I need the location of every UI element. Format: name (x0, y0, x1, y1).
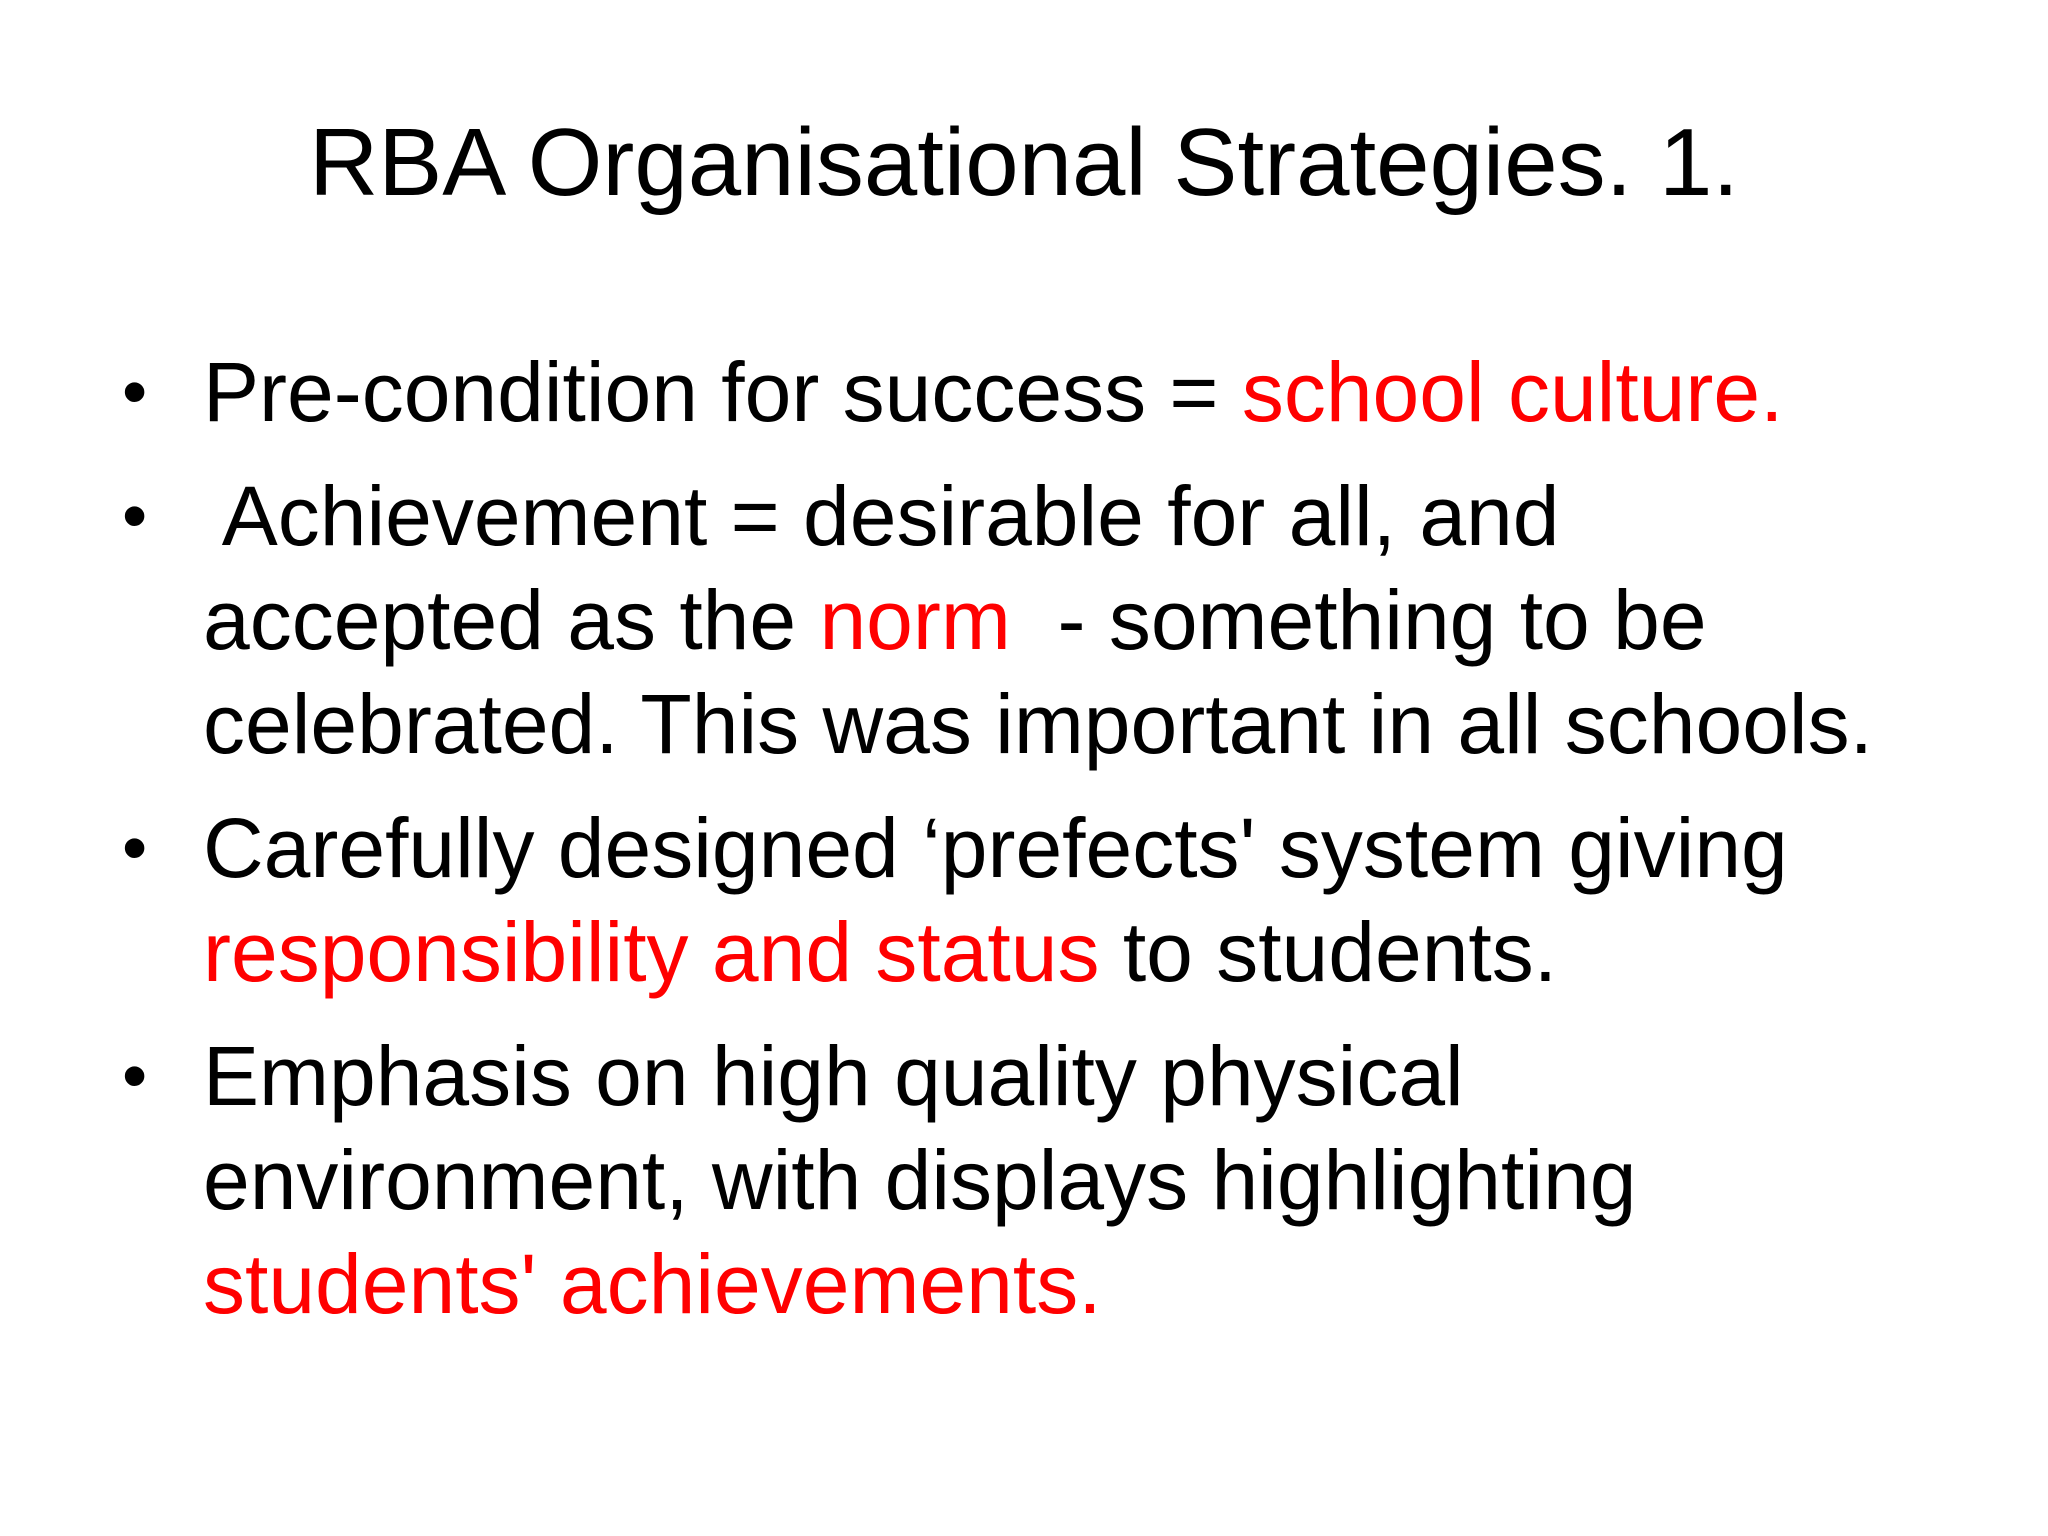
bullet-line (203, 340, 2008, 444)
bullet-line (203, 568, 2008, 672)
bullet-line (203, 900, 2008, 1004)
bullet-dot-icon: • (122, 1036, 148, 1116)
bullet-dot-icon: • (122, 476, 148, 556)
bullet-dot-icon: • (122, 352, 148, 432)
bullet-text: Pre-condition for success = (203, 345, 1242, 439)
bullet-line: Emphasis on high quality physical (203, 1029, 1464, 1123)
bullet-line: Achievement = desirable for all, and (203, 469, 1560, 563)
bullet-list (0, 340, 2048, 1356)
bullet-text: accepted as the (203, 573, 820, 667)
bullet-text: to students. (1099, 905, 1558, 999)
bullet-highlight: norm (819, 573, 1011, 667)
bullet-line: celebrated. This was important in all schools. (203, 677, 1873, 771)
bullet-highlight: school culture. (1241, 345, 1784, 439)
bullet-item-school-culture (0, 340, 2048, 444)
bullet-item-physical-environment (0, 1024, 2048, 1336)
bullet-dot-icon: • (122, 808, 148, 888)
slide-title: RBA Organisational Strategies. 1. (308, 109, 1740, 216)
bullet-item-prefects (0, 796, 2048, 1004)
bullet-item-achievement (0, 464, 2048, 776)
bullet-text: - something to be (1010, 573, 1707, 667)
bullet-highlight: responsibility and status (203, 905, 1100, 999)
bullet-highlight: students' achievements. (203, 1237, 1102, 1331)
bullet-line (203, 1232, 2008, 1336)
bullet-line: Carefully designed ‘prefects' system giving (203, 801, 1788, 895)
bullet-line: environment, with displays highlighting (203, 1133, 1637, 1227)
